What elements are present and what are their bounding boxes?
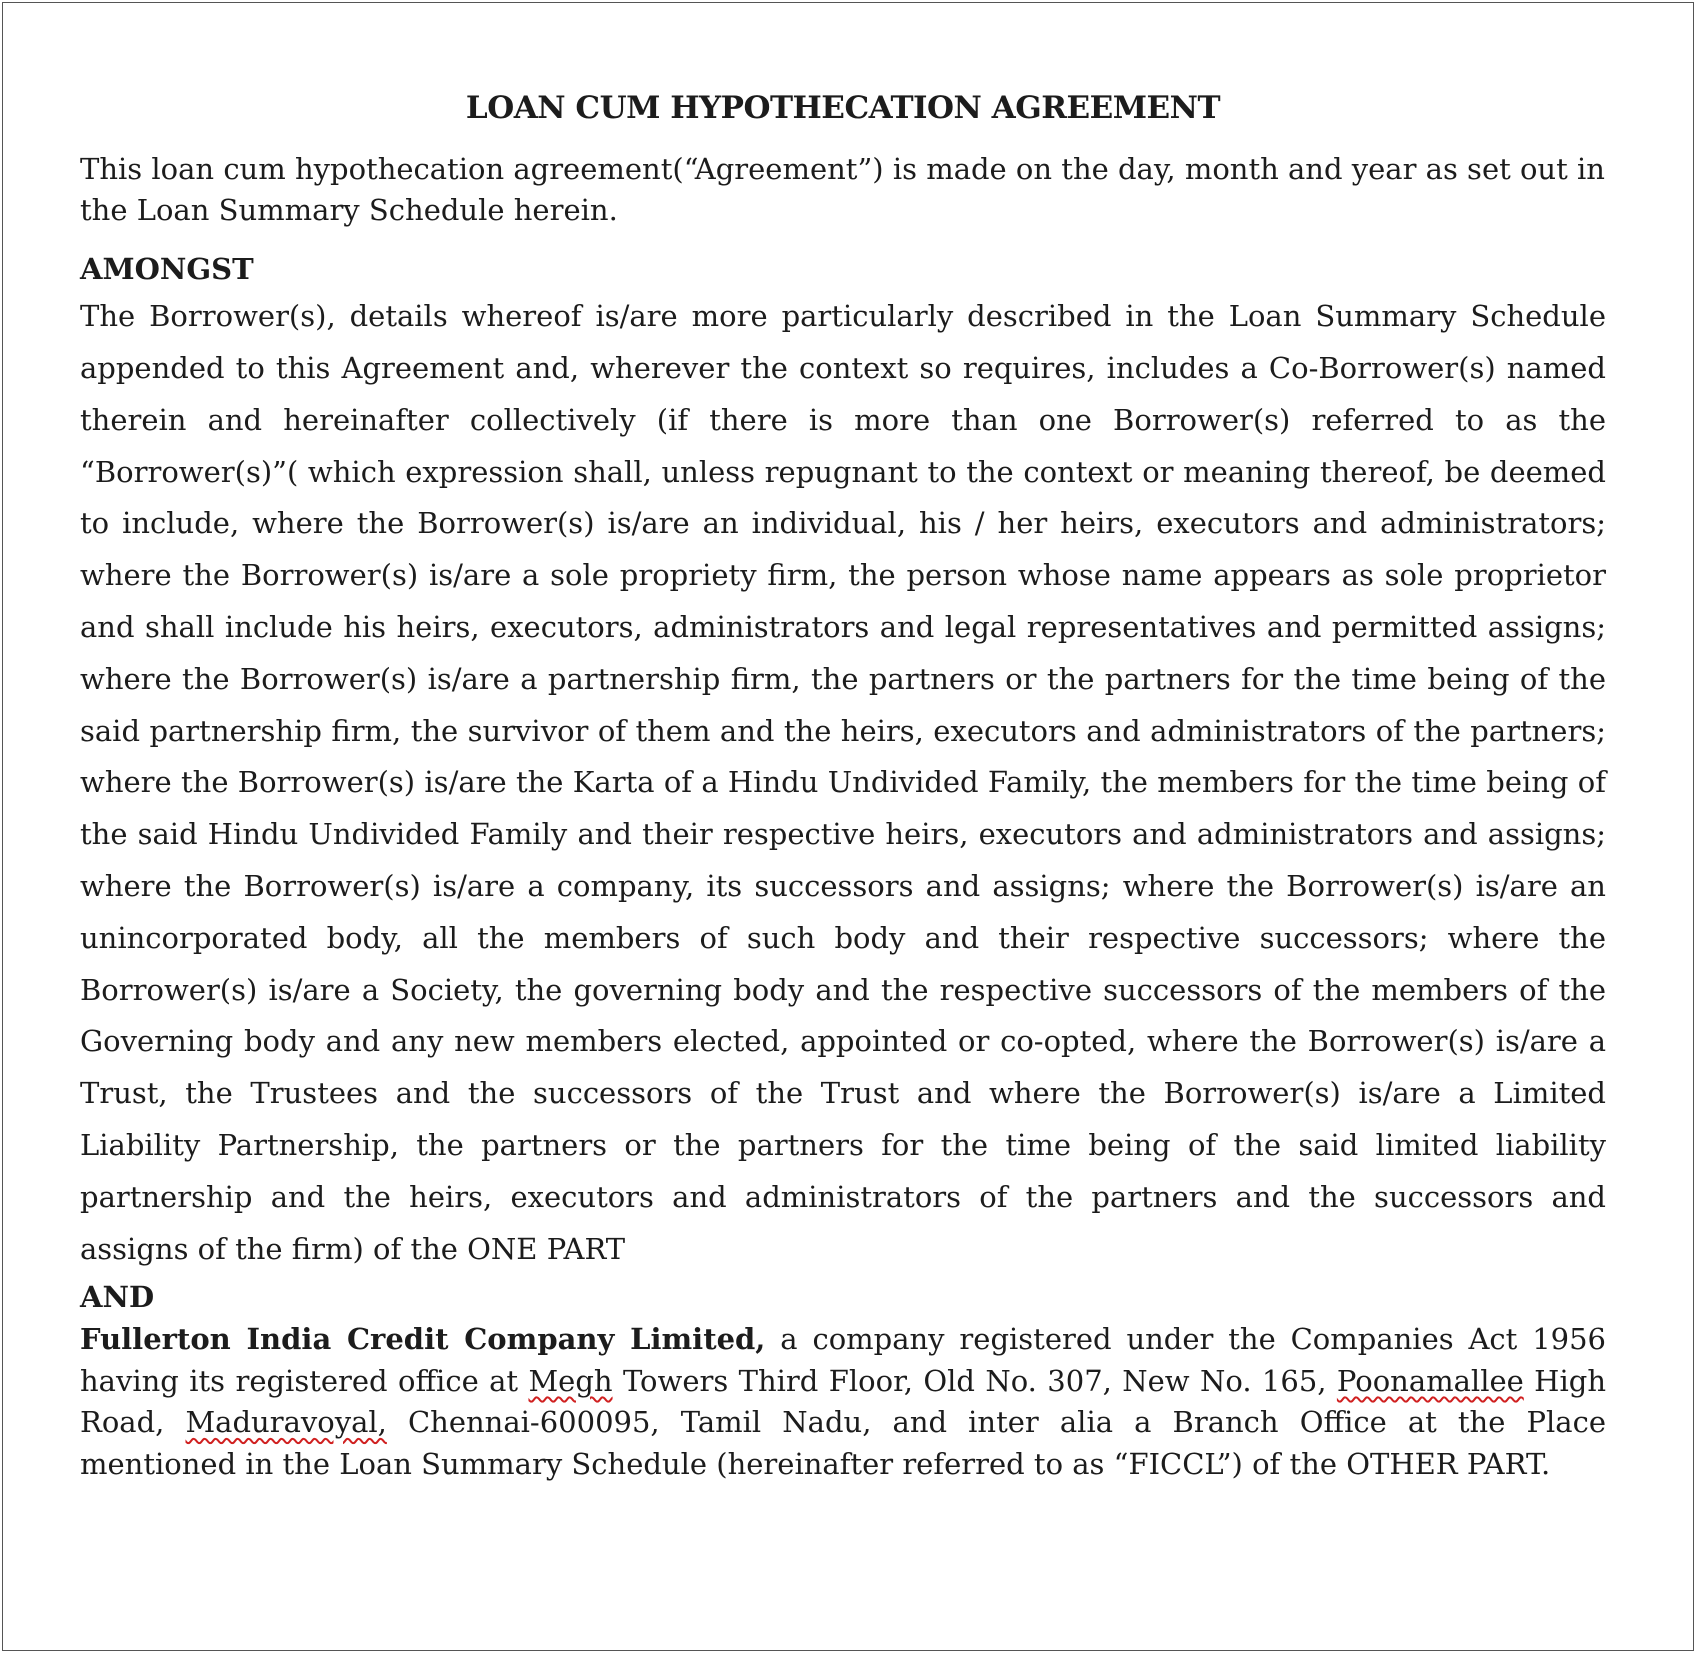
spellcheck-word-maduravoyal: Maduravoyal, (185, 1405, 387, 1440)
amongst-heading: AMONGST (80, 252, 254, 287)
spellcheck-word-megh: Megh (528, 1363, 613, 1398)
company-text-2: Towers Third Floor, Old No. 307, New No. 165, (612, 1363, 1337, 1398)
company-paragraph (80, 1319, 1606, 1485)
company-text-1: a company registered under the Companies Act 1956 having its registered office at (80, 1322, 1606, 1398)
spellcheck-word-poonamallee: Poonamallee (1336, 1363, 1524, 1398)
and-heading: AND (80, 1280, 155, 1315)
document-page (80, 80, 1606, 1485)
company-text-4: Chennai-600095, Tamil Nadu, and inter alia a Branch Office at the Place mentioned in the Loan Summary Schedule (hereinafter referred to as “FICCL”) of the OTHER PART. (80, 1405, 1606, 1481)
company-text-3: High Road, (80, 1363, 1606, 1440)
company-name: Fullerton India Credit Company Limited, (80, 1322, 766, 1357)
document-title: LOAN CUM HYPOTHECATION AGREEMENT (465, 90, 1221, 126)
intro-paragraph: This loan cum hypothecation agreement(“Agreement”) is made on the day, month and year as set out in the Loan Summary Schedule herein. (80, 152, 1605, 228)
borrower-paragraph: The Borrower(s), details whereof is/are more particularly described in the Loan Summary Schedule appended to this Agreement and, wherever the context so requires, includes a Co-Borrower(s) named therein and hereinafter collectively (if there is more than one Borrower(s) referred to as the “Borrower(s)”( which expression shall, unless repugnant to the context or meaning thereof, be deemed to include, where the Borrower(s) is/are an individual, his / her heirs, executors and administrators; where the Borrower(s) is/are a sole propriety firm, the person whose name appears as sole proprietor and shall include his heirs, executors, administrators and legal representatives and permitted assigns; where the Borrower(s) is/are a partnership firm, the partners or the partners for the time being of the said partnership firm, the survivor of them and the heirs, executors and administrators of the partners; where the Borrower(s) is/are the Karta of a Hindu Undivided Family, the members for the time being of the said Hindu Undivided Family and their respective heirs, executors and administrators and assigns; where the Borrower(s) is/are a company, its successors and assigns; where the Borrower(s) is/are an unincorporated body, all the members of such body and their respective successors; where the Borrower(s) is/are a Society, the governing body and the respective successors of the members of the Governing body and any new members elected, appointed or co-opted, where the Borrower(s) is/are a Trust, the Trustees and the successors of the Trust and where the Borrower(s) is/are a Limited Liability Partnership, the partners or the partners for the time being of the said limited liability partnership and the heirs, executors and administrators of the partners and the successors and assigns of the firm) of the ONE PART (80, 299, 1606, 1266)
